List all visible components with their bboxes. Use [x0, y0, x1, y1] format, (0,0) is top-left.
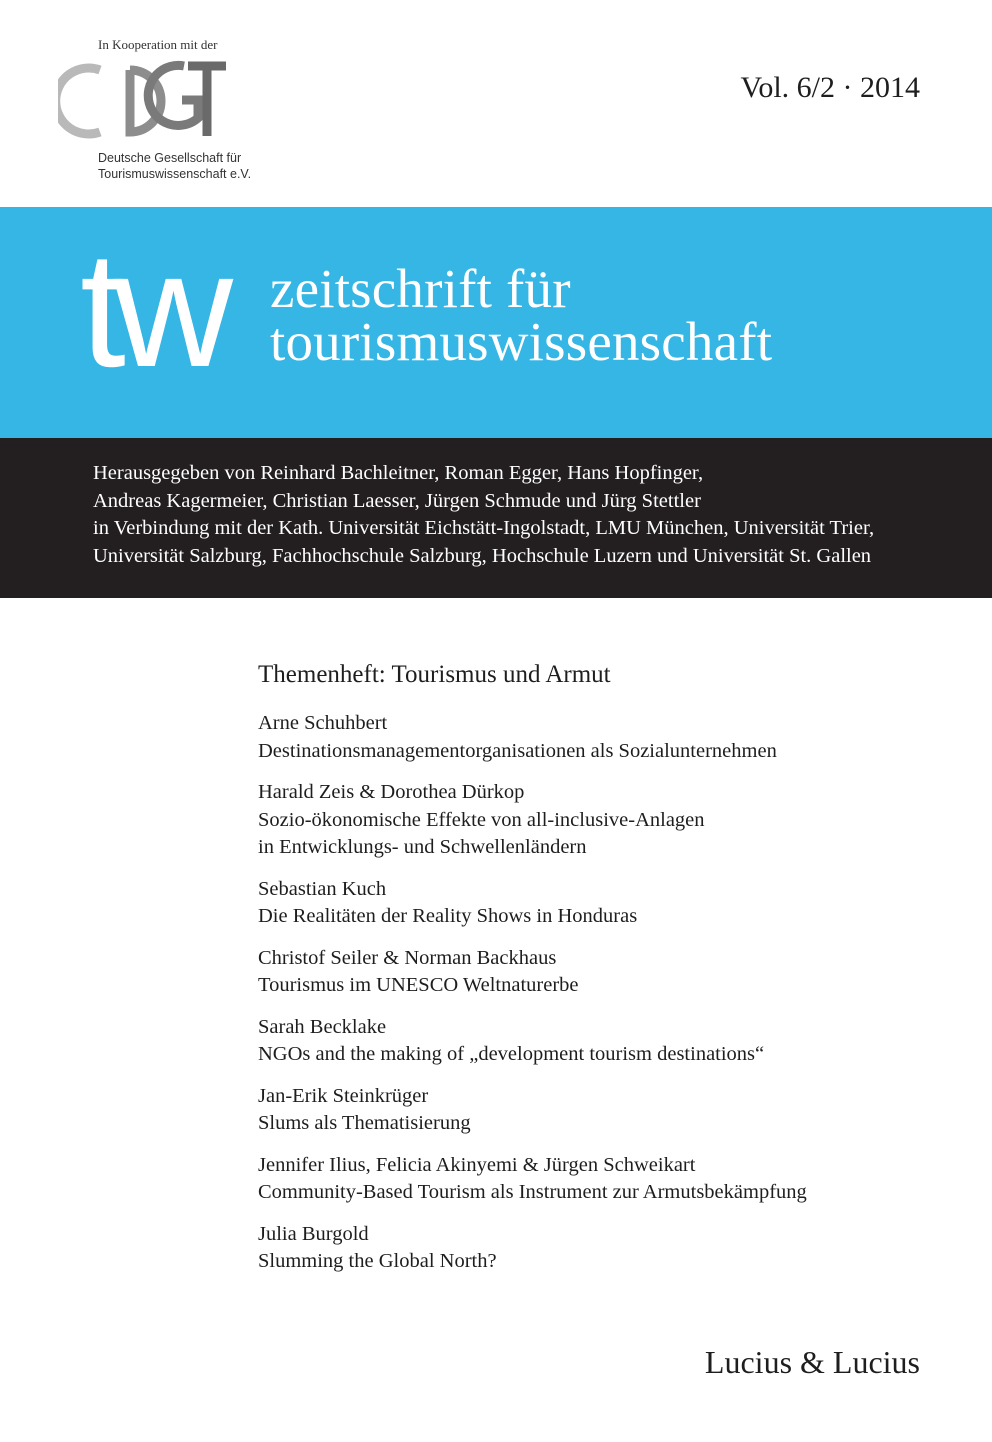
entry-author: Sarah Becklake: [258, 1015, 387, 1038]
entry-title: Slumming the Global North?: [258, 1250, 497, 1272]
editors-line: Universität Salzburg, Fachhochschule Salzburg, Hochschule Luzern und Universität St. Gallen: [93, 544, 872, 567]
entry-author: Jennifer Ilius, Felicia Akinyemi & Jürgen Schweikart: [258, 1153, 696, 1176]
entry-author: Arne Schuhbert: [258, 712, 388, 734]
entry-title: Tourismus im UNESCO Weltnaturerbe: [258, 974, 579, 996]
entry-title: Sozio-ökonomische Effekte von all-inclusive-Anlagen: [258, 808, 705, 831]
entry-title: Destinationsmanagementorganisationen als Sozialunternehmen: [258, 739, 777, 762]
cooperation-label: In Kooperation mit der: [98, 37, 218, 52]
organization-name-line1: Deutsche Gesellschaft für: [98, 151, 242, 165]
issue-theme-title: Themenheft: Tourismus und Armut: [258, 661, 611, 688]
editors-line: Andreas Kagermeier, Christian Laesser, Jürgen Schmude und Jürg Stettler: [93, 489, 701, 512]
tw-logo: [80, 246, 270, 376]
publisher-name: Lucius & Lucius: [704, 1344, 920, 1380]
organization-name: [98, 150, 251, 182]
journal-title: [270, 258, 773, 372]
cover-header: [0, 0, 992, 207]
toc-entry: [258, 1083, 958, 1138]
entry-author: Julia Burgold: [258, 1222, 369, 1245]
entry-author: Christof Seiler & Norman Backhaus: [258, 946, 557, 969]
entry-title: NGOs and the making of „development tourism destinations“: [258, 1043, 765, 1065]
toc-entry: [258, 945, 958, 1000]
tw-logo-text: tw: [80, 246, 221, 376]
entry-title: Slums als Thematisierung: [258, 1112, 471, 1134]
toc-entry: [258, 1221, 958, 1276]
entry-title-continued: in Entwicklungs- und Schwellenländern: [258, 836, 587, 858]
organization-name-line2: Tourismuswissenschaft e.V.: [98, 167, 252, 181]
toc-entry: [258, 710, 958, 765]
entry-title: Community-Based Tourism als Instrument zur Armutsbekämpfung: [258, 1181, 807, 1203]
journal-title-line1: zeitschrift für: [270, 258, 571, 319]
entry-title: Die Realitäten der Reality Shows in Honduras: [258, 905, 638, 927]
entry-author: Jan-Erik Steinkrüger: [258, 1084, 429, 1107]
journal-title-line2: tourismuswissenschaft: [270, 311, 773, 372]
editors-line: in Verbindung mit der Kath. Universität Eichstätt-Ingolstadt, LMU München, Universität Trier,: [93, 517, 875, 539]
volume-issue: Vol. 6/2 · 2014: [740, 71, 920, 104]
entry-author: Harald Zeis & Dorothea Dürkop: [258, 781, 525, 803]
toc-entry: [258, 1014, 958, 1069]
editors-statement: [93, 460, 973, 570]
entry-author: Sebastian Kuch: [258, 877, 387, 900]
toc-entry: [258, 779, 958, 862]
toc-entry: [258, 1152, 958, 1207]
dgt-logo-icon: [58, 56, 228, 146]
editors-line: Herausgegeben von Reinhard Bachleitner, Roman Egger, Hans Hopfinger,: [93, 462, 704, 484]
table-of-contents: [258, 660, 958, 1290]
toc-entry: [258, 876, 958, 931]
